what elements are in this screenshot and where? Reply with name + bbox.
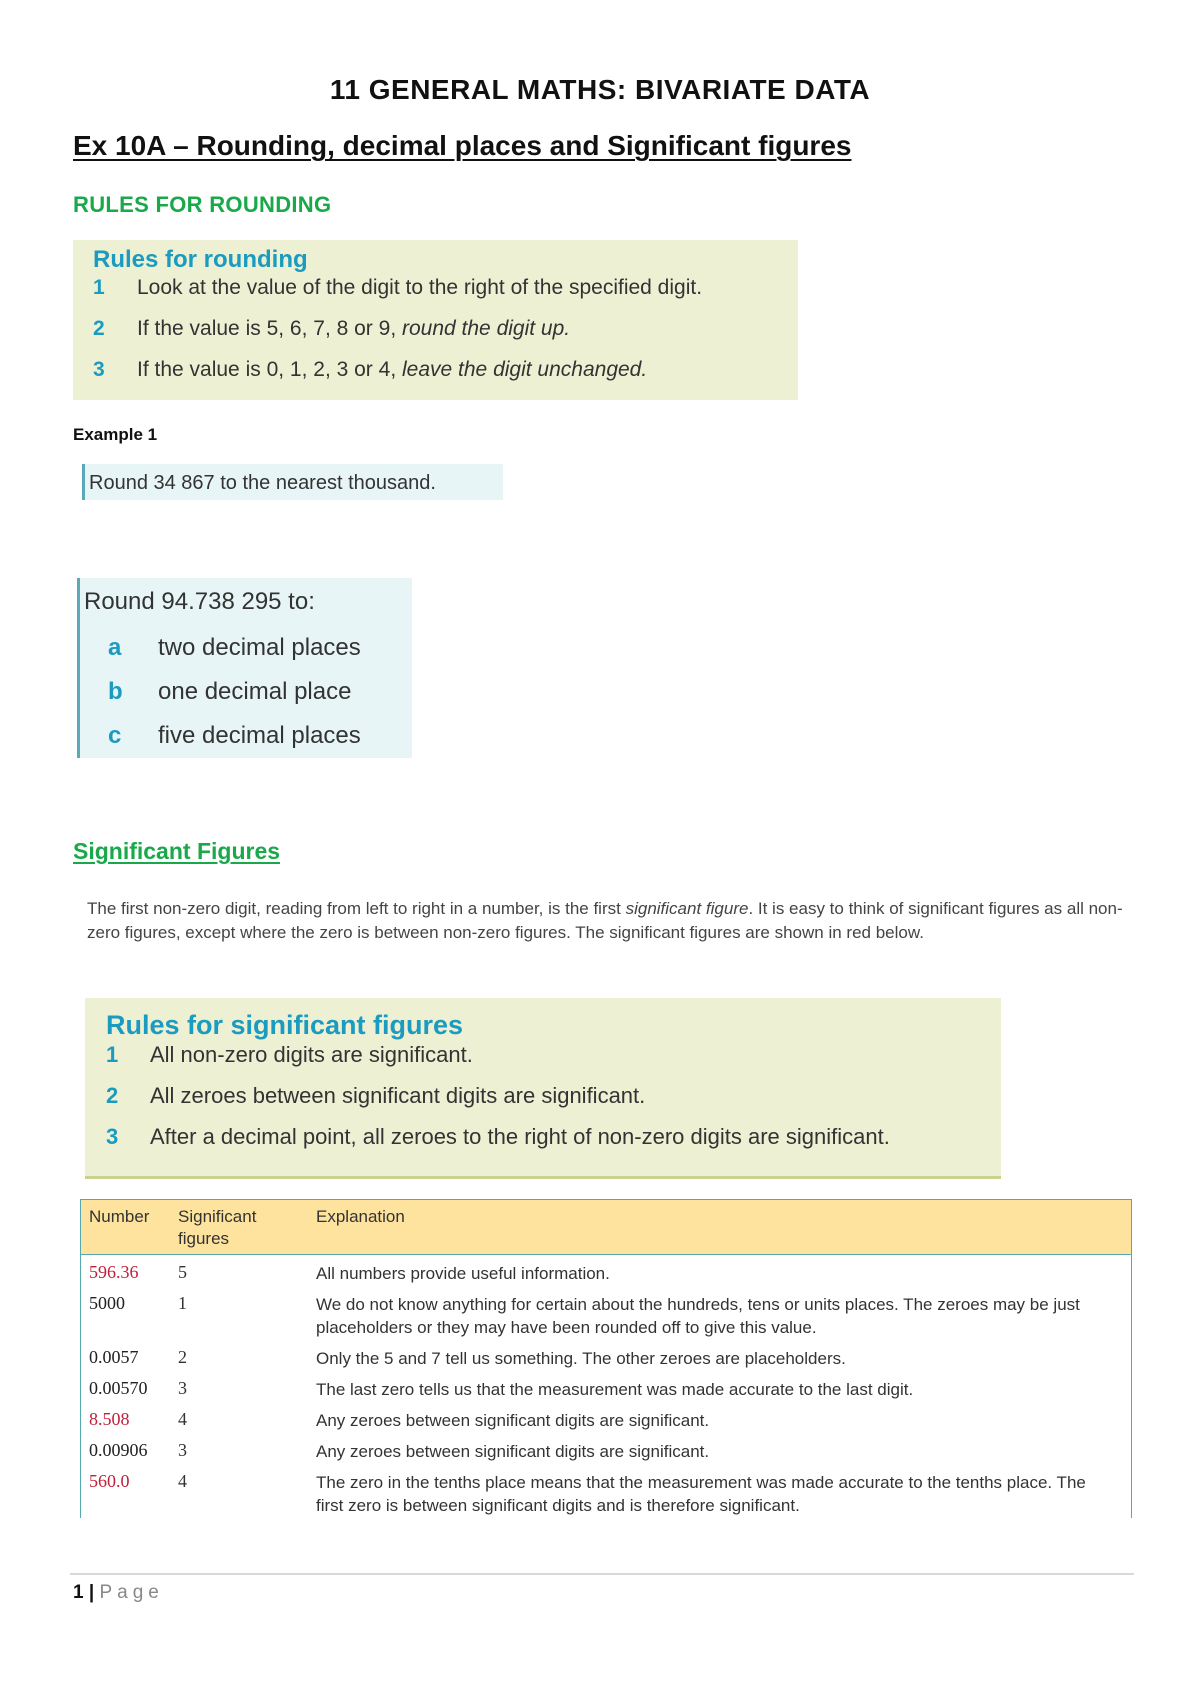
significant-rule-1 bbox=[106, 1042, 473, 1068]
header-line: Significant bbox=[178, 1207, 257, 1226]
header-explanation: Explanation bbox=[316, 1207, 405, 1226]
rule-text: After a decimal point, all zeroes to the right of non-zero digits are significant. bbox=[150, 1124, 890, 1149]
cell-explanation: We do not know anything for certain about the hundreds, tens or units places. The zeroes may be just placeholders or they may have been rounded off to give this value. bbox=[316, 1295, 1080, 1337]
example-1-question-box bbox=[82, 464, 503, 500]
cell-number: 0.0057 bbox=[89, 1347, 139, 1367]
cell-number: 0.00906 bbox=[89, 1440, 148, 1460]
cell-explanation: Any zeroes between significant digits are significant. bbox=[316, 1411, 710, 1430]
rounding-rule-2 bbox=[93, 317, 570, 341]
cell-sig-figs: 4 bbox=[178, 1409, 187, 1429]
rule-number: 2 bbox=[93, 317, 105, 340]
example-2-question-box bbox=[77, 578, 412, 758]
table-header bbox=[81, 1200, 1131, 1255]
significant-figures-table bbox=[80, 1199, 1132, 1518]
part-text: two decimal places bbox=[158, 634, 361, 661]
cell-sig-figs: 5 bbox=[178, 1262, 187, 1282]
example-1-label: Example 1 bbox=[73, 425, 158, 444]
cell-explanation: The zero in the tenths place means that the measurement was made accurate to the tenths place. The first zero is between significant digits and is therefore significant. bbox=[316, 1473, 1086, 1515]
part-text: five decimal places bbox=[158, 722, 361, 749]
cell-sig-figs: 3 bbox=[178, 1378, 187, 1398]
rule-emphasis: round the digit up. bbox=[402, 317, 571, 340]
cell-number: 596.36 bbox=[89, 1262, 139, 1282]
part-letter: c bbox=[108, 722, 122, 749]
rounding-rules-title: Rules for rounding bbox=[93, 246, 308, 273]
page-label: Page bbox=[99, 1582, 164, 1603]
paragraph-emphasis: significant figure bbox=[625, 899, 749, 918]
significant-rules-title: Rules for significant figures bbox=[106, 1010, 464, 1040]
document-title: 11 GENERAL MATHS: BIVARIATE DATA bbox=[329, 74, 871, 105]
rule-number: 3 bbox=[106, 1124, 119, 1149]
cell-explanation: All numbers provide useful information. bbox=[316, 1264, 610, 1283]
page-number: 1 bbox=[73, 1582, 84, 1603]
cell-explanation: Any zeroes between significant digits are significant. bbox=[316, 1442, 710, 1461]
part-letter: b bbox=[108, 678, 123, 705]
rounding-rules-box bbox=[73, 240, 798, 400]
rule-text: Look at the value of the digit to the right of the specified digit. bbox=[137, 276, 703, 299]
rule-text: If the value is 5, 6, 7, 8 or 9, bbox=[137, 317, 397, 340]
cell-sig-figs: 1 bbox=[178, 1293, 187, 1313]
header-line: figures bbox=[178, 1229, 230, 1248]
rule-emphasis: leave the digit unchanged. bbox=[402, 358, 648, 381]
header-significant-figures bbox=[178, 1206, 256, 1250]
cell-explanation: Only the 5 and 7 tell us something. The other zeroes are placeholders. bbox=[316, 1349, 846, 1368]
rounding-rule-3 bbox=[93, 358, 647, 382]
cell-number: 5000 bbox=[89, 1293, 125, 1313]
rounding-rule-1 bbox=[93, 276, 702, 300]
cell-number: 0.00570 bbox=[89, 1378, 148, 1398]
rule-text: If the value is 0, 1, 2, 3 or 4, bbox=[137, 358, 397, 381]
cell-sig-figs: 4 bbox=[178, 1471, 187, 1491]
example-2-part-c bbox=[108, 722, 361, 750]
footer-separator: | bbox=[88, 1582, 95, 1603]
section-heading: Ex 10A – Rounding, decimal places and Significant figures bbox=[73, 130, 852, 161]
significant-rule-3 bbox=[106, 1124, 890, 1150]
significant-figures-paragraph bbox=[87, 897, 1127, 945]
example-1-question: Round 34 867 to the nearest thousand. bbox=[89, 472, 436, 494]
rule-text: All zeroes between significant digits are significant. bbox=[150, 1083, 646, 1108]
rule-number: 1 bbox=[93, 276, 105, 299]
part-letter: a bbox=[108, 634, 122, 661]
cell-explanation: The last zero tells us that the measurement was made accurate to the last digit. bbox=[316, 1380, 914, 1399]
paragraph-text: . It is easy to think of significant figures as all non-zero figures, except where the zero is between non-zero figures. The significant figures are shown in red below. bbox=[87, 899, 1123, 942]
header-number: Number bbox=[89, 1207, 150, 1226]
significant-rule-2 bbox=[106, 1083, 645, 1109]
example-2-part-a bbox=[108, 634, 361, 662]
cell-sig-figs: 2 bbox=[178, 1347, 187, 1367]
significant-rules-box bbox=[85, 998, 1001, 1179]
rules-for-rounding-heading: RULES FOR ROUNDING bbox=[73, 192, 332, 217]
footer-divider bbox=[70, 1573, 1134, 1575]
example-2-part-b bbox=[108, 678, 351, 706]
rule-number: 1 bbox=[106, 1042, 119, 1067]
page-footer bbox=[73, 1582, 164, 1604]
rule-text: All non-zero digits are significant. bbox=[150, 1042, 473, 1067]
significant-figures-heading: Significant Figures bbox=[73, 838, 281, 864]
cell-sig-figs: 3 bbox=[178, 1440, 187, 1460]
rule-number: 3 bbox=[93, 358, 105, 381]
part-text: one decimal place bbox=[158, 678, 352, 705]
paragraph-text: The first non-zero digit, reading from left to right in a number, is the first bbox=[87, 899, 621, 918]
cell-number: 8.508 bbox=[89, 1409, 130, 1429]
cell-number: 560.0 bbox=[89, 1471, 130, 1491]
example-2-stem: Round 94.738 295 to: bbox=[84, 588, 315, 615]
rule-number: 2 bbox=[106, 1083, 119, 1108]
